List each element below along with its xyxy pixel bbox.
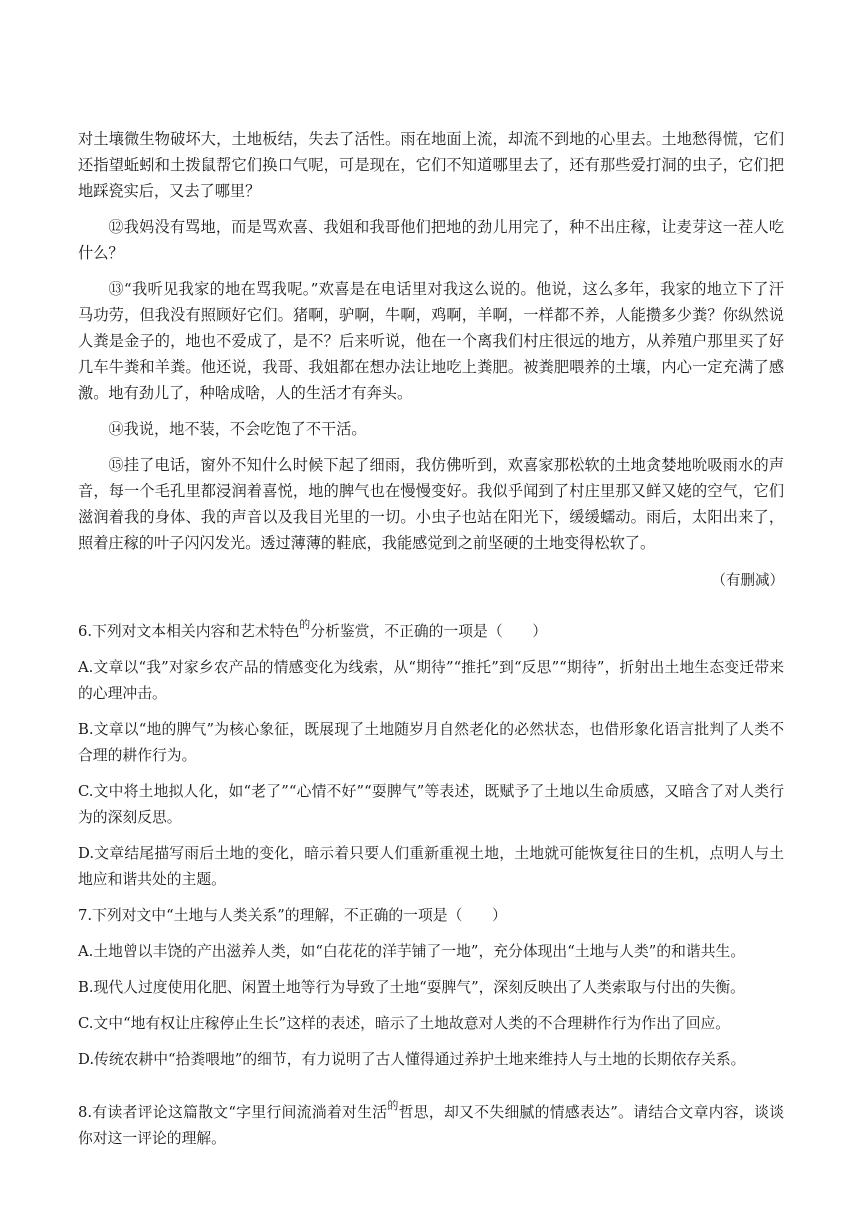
paragraph-14: ⑭我说，地不装，不会吃饱了不干活。: [108, 420, 367, 438]
question-7-option-b: B.现代人过度使用化肥、闲置土地等行为导致了土地“耍脾气”，深刻反映出了人类索取与付出的失衡。: [78, 978, 745, 996]
question-8-stem-superscript: 的: [387, 1098, 399, 1112]
question-6-option-d: D.文章结尾描写雨后土地的变化，暗示着只要人们重新重视土地，土地就可能恢复往日的生机，点明人与土地应和谐共处的主题。: [78, 844, 784, 888]
paragraph-15: ⑮挂了电话，窗外不知什么时候下起了细雨，我仿佛听到，欢喜家那松软的土地贪婪地吮吸雨水的声音，每一个毛孔里都浸润着喜悦，地的脾气也在慢慢变好。我似乎闻到了村庄里那又鲜又姥的空气，它们滋润着我的身体、我的声音以及我目光里的一切。小虫子也站在阳光下，缓缓蠕动。雨后，太阳出来了，照着庄稼的叶子闪闪发光。透过薄薄的鞋底，我能感觉到之前坚硬的土地变得松软了。: [78, 456, 784, 552]
question-6-option-b: B.文章以“地的脾气”为核心象征，既展现了土地随岁月自然老化的必然状态，也借形象化语言批判了人类不合理的耕作行为。: [78, 720, 784, 764]
question-6-option-c: C.文中将土地拟人化，如“老了”“心情不好”“耍脾气”等表述，既赋予了土地以生命质感，又暗含了对人类行为的深刻反思。: [78, 782, 784, 826]
question-6-stem-superscript: 的: [299, 618, 311, 631]
question-8-stem: [78, 1095, 784, 1152]
question-6-stem-part-a: 6.下列对文本相关内容和艺术特色: [78, 622, 300, 640]
question-7-option-a: A.土地曾以丰饶的产出滋养人类，如“白花花的洋芋铺了一地”，充分体现出“土地与人类”的和谐共生。: [78, 942, 746, 960]
question-6-option-a: A.文章以“我”对家乡农产品的情感变化为线索，从“期待”“推托”到“反思”“期待”，折射出土地生态变迁带来的心理冲击。: [78, 658, 784, 702]
paragraph-12: ⑫我妈没有骂地，而是骂欢喜、我姐和我哥他们把地的劲儿用完了，种不出庄稼，让麦芽这一茬人吃什么？: [78, 218, 784, 262]
paragraph-13: ⑬“我听见我家的地在骂我呢。”欢喜是在电话里对我这么说的。他说，这么多年，我家的地立下了汗马功劳，但我没有照顾好它们。猪啊，驴啊，牛啊，鸡啊，羊啊，一样都不养，人能攒多少粪？你纵然说人粪是金子的，地也不爱成了，是不？后来听说，他在一个离我们村庄很远的地方，从养殖户那里买了好几车牛粪和羊粪。他还说，我哥、我姐都在想办法让地吃上粪肥。被粪肥喂养的土壤，内心一定充满了感激。地有劲儿了，种啥成啥，人的生活才有奔头。: [78, 280, 784, 402]
question-8-stem-part-b: 哲思，却又不失细腻的情感表达”。请结合文章内容，谈谈你对这一评论的理解。: [78, 1103, 784, 1147]
question-7-option-d: D.传统农耕中“拾粪喂地”的细节，有力说明了古人懂得通过养护土地来维持人与土地的长期依存关系。: [78, 1050, 746, 1068]
document-page: [78, 126, 784, 1152]
passage-continuation: 对土壤微生物破坏大，土地板结，失去了活性。雨在地面上流，却流不到地的心里去。土地愁得慌，它们还指望蚯蚓和土拨鼠帮它们换口气呢，可是现在，它们不知道哪里去了，还有那些爱打洞的虫子，它们把地踩瓷实后，又去了哪里？: [78, 130, 784, 200]
source-note: （有删减）: [711, 573, 784, 589]
question-8-stem-part-a: 8.有读者评论这篇散文“字里行间流淌着对生活: [78, 1103, 388, 1121]
question-7-option-c: C.文中“地有权让庄稼停止生长”这样的表述，暗示了土地故意对人类的不合理耕作行为作出了回应。: [78, 1014, 731, 1032]
question-6-stem-part-b: 分析鉴赏，不正确的一项是（ ）: [310, 622, 548, 640]
question-7-stem: 7.下列对文中“土地与人类关系”的理解，不正确的一项是（ ）: [78, 906, 507, 924]
question-6-stem: [78, 614, 784, 645]
